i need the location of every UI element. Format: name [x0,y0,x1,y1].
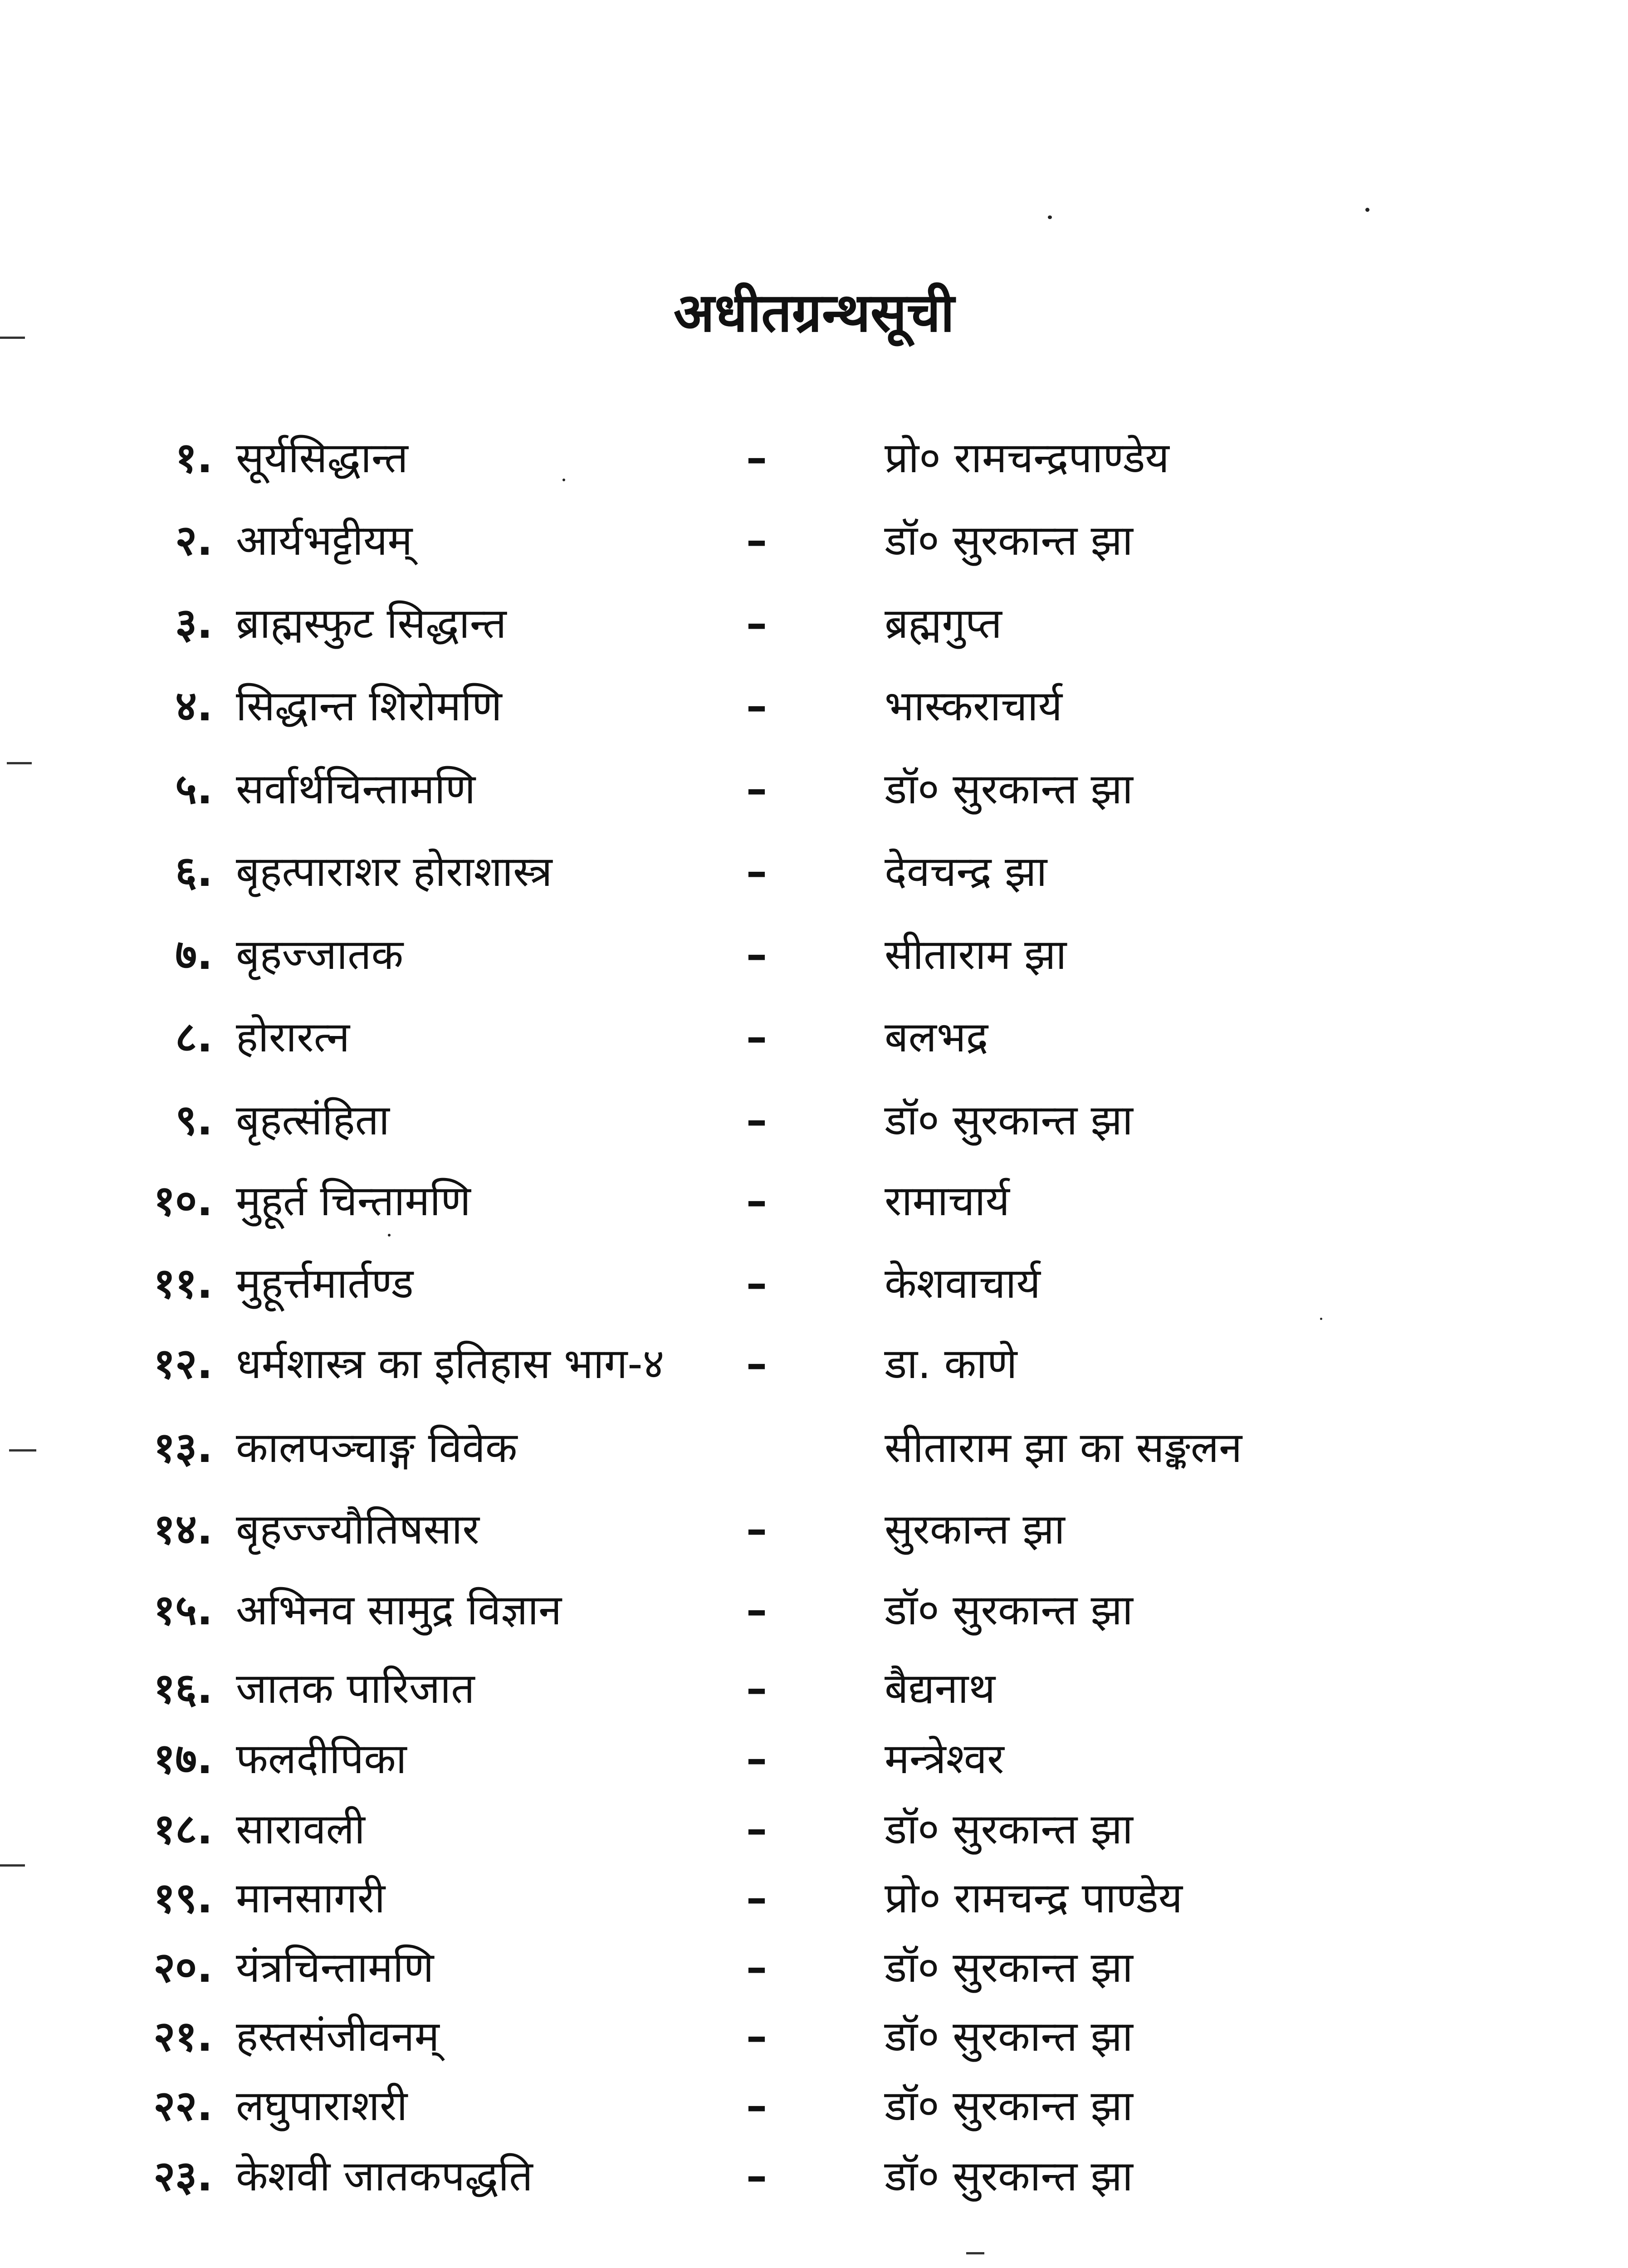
list-item [0,2072,1628,2140]
scan-edge-mark [966,2252,984,2254]
entry-title: सारावली [236,1805,365,1853]
entry-author: ब्रह्मगुप्त [885,599,1002,648]
entry-author: देवचन्द्र झा [885,847,1047,896]
entry-number: १. [175,434,213,482]
list-item [0,1250,1628,1318]
entry-number: ३. [175,599,213,648]
entry-number: ७. [175,930,213,979]
entry-title: होरारत्न [236,1013,350,1061]
entry-number: ४. [175,682,213,730]
entry-author: डॉ० सुरकान्त झा [885,1096,1133,1144]
entry-title: लघुपाराशरी [236,2082,408,2130]
list-item [0,2003,1628,2071]
entry-number: ११. [153,1259,213,1308]
entry-title: बृहत्पाराशर होराशास्त्र [236,847,552,896]
entry-dash: – [746,1013,767,1061]
entry-number: १८. [153,1805,213,1853]
entry-dash: – [746,1177,767,1225]
list-item [0,1167,1628,1235]
entry-title: फलदीपिका [236,1735,407,1783]
entry-author: डॉ० सुरकान्त झा [885,2012,1133,2061]
entry-dash: – [746,1943,767,1992]
entry-dash: – [746,682,767,730]
scan-edge-mark [7,762,32,764]
entry-dash: – [746,2082,767,2130]
entry-dash: – [746,1735,767,1783]
entry-number: ५. [175,765,213,813]
entry-author: डॉ० सुरकान्त झा [885,1586,1133,1634]
entry-author: रामाचार्य [885,1177,1010,1225]
entry-dash: – [746,516,767,565]
entry-number: १६. [153,1664,213,1713]
list-item [0,921,1628,989]
entry-dash: – [746,1664,767,1713]
entry-author: डॉ० सुरकान्त झा [885,1805,1133,1853]
entry-number: १४. [153,1505,213,1554]
scan-speck [1048,215,1052,219]
entry-dash: – [746,434,767,482]
scan-speck [1320,1318,1322,1320]
entry-number: ६. [175,847,213,896]
entry-dash: – [746,765,767,813]
entry-author: सुरकान्त झा [885,1505,1065,1554]
list-item [0,672,1628,740]
entry-author: डॉ० सुरकान्त झा [885,1943,1133,1992]
entry-title: बृहज्जातक [236,930,404,979]
entry-author: डा. काणे [885,1339,1017,1388]
list-item [0,424,1628,492]
list-item [0,2142,1628,2210]
entry-author: प्रो० रामचन्द्र पाण्डेय [885,1874,1183,1922]
list-item [0,1330,1628,1398]
entry-title: केशवी जातकपद्धति [236,2152,533,2200]
entry-author: सीताराम झा [885,930,1067,979]
entry-title: आर्यभट्टीयम् [236,516,413,565]
entry-dash: – [746,847,767,896]
list-item [0,1003,1628,1071]
entry-number: २२. [153,2082,213,2130]
entry-author: मन्त्रेश्वर [885,1735,1004,1783]
entry-number: २१. [153,2012,213,2061]
entry-title: बृहज्ज्यौतिषसार [236,1505,479,1554]
entry-title: जातक पारिजात [236,1664,475,1713]
scan-speck [562,479,565,481]
entry-number: ८. [175,1013,213,1061]
entry-dash: – [746,599,767,648]
entry-title: सिद्धान्त शिरोमणि [236,682,502,730]
entry-number: १५. [153,1586,213,1634]
list-item [0,1864,1628,1932]
scan-edge-mark [0,337,25,339]
list-item [0,838,1628,906]
entry-number: १९. [153,1874,213,1922]
entry-title: हस्तसंजीवनम् [236,2012,440,2061]
entry-number: २०. [153,1943,213,1992]
entry-author: बैद्यनाथ [885,1664,996,1713]
entry-title: धर्मशास्त्र का इतिहास भाग-४ [236,1339,665,1388]
list-item [0,1496,1628,1564]
entry-number: १३. [153,1423,213,1472]
list-item [0,507,1628,575]
list-item [0,1086,1628,1154]
entry-title: मुहूर्त्तमार्तण्ड [236,1259,414,1308]
list-item [0,1414,1628,1482]
entry-title: अभिनव सामुद्र विज्ञान [236,1586,562,1634]
entry-title: कालपञ्चाङ्ग विवेक [236,1423,518,1472]
entry-dash: – [746,1339,767,1388]
entry-author: प्रो० रामचन्द्रपाण्डेय [885,434,1169,482]
entry-dash: – [746,2152,767,2200]
entry-dash: – [746,1096,767,1144]
entry-author: डॉ० सुरकान्त झा [885,516,1133,565]
entry-dash: – [746,1874,767,1922]
entry-title: मानसागरी [236,1874,386,1922]
list-item [0,755,1628,823]
entry-title: सर्वार्थचिन्तामणि [236,765,476,813]
entry-title: यंत्रचिन्तामणि [236,1943,434,1992]
entry-title: ब्राह्मस्फुट सिद्धान्त [236,599,507,648]
entry-dash: – [746,930,767,979]
entry-author: बलभद्र [885,1013,988,1061]
entry-author: डॉ० सुरकान्त झा [885,2152,1133,2200]
entry-author: सीताराम झा का सङ्कलन [885,1423,1242,1472]
entry-number: १२. [153,1339,213,1388]
entry-dash: – [746,1805,767,1853]
entry-number: २. [175,516,213,565]
entry-dash: – [746,2012,767,2061]
page-title: अधीतग्रन्थसूची [673,281,955,344]
scan-speck [388,1234,391,1237]
list-item [0,1795,1628,1863]
entry-number: १७. [153,1735,213,1783]
entry-dash: – [746,1505,767,1554]
list-item [0,1655,1628,1723]
scan-edge-mark [0,1864,25,1867]
list-item [0,590,1628,658]
entry-author: भास्कराचार्य [885,682,1063,730]
entry-author: केशवाचार्य [885,1259,1041,1308]
scan-edge-mark [9,1449,36,1452]
entry-title: मुहूर्त चिन्तामणि [236,1177,471,1225]
entry-author: डॉ० सुरकान्त झा [885,2082,1133,2130]
entry-number: १०. [153,1177,213,1225]
entry-number: ९. [175,1096,213,1144]
entry-number: २३. [153,2152,213,2200]
list-item [0,1725,1628,1793]
entry-author: डॉ० सुरकान्त झा [885,765,1133,813]
entry-dash: – [746,1259,767,1308]
entry-title: बृहत्संहिता [236,1096,390,1144]
entry-dash: – [746,1586,767,1634]
list-item [0,1934,1628,2002]
list-item [0,1576,1628,1644]
entry-title: सूर्यसिद्धान्त [236,434,408,482]
scan-speck [1365,208,1369,212]
